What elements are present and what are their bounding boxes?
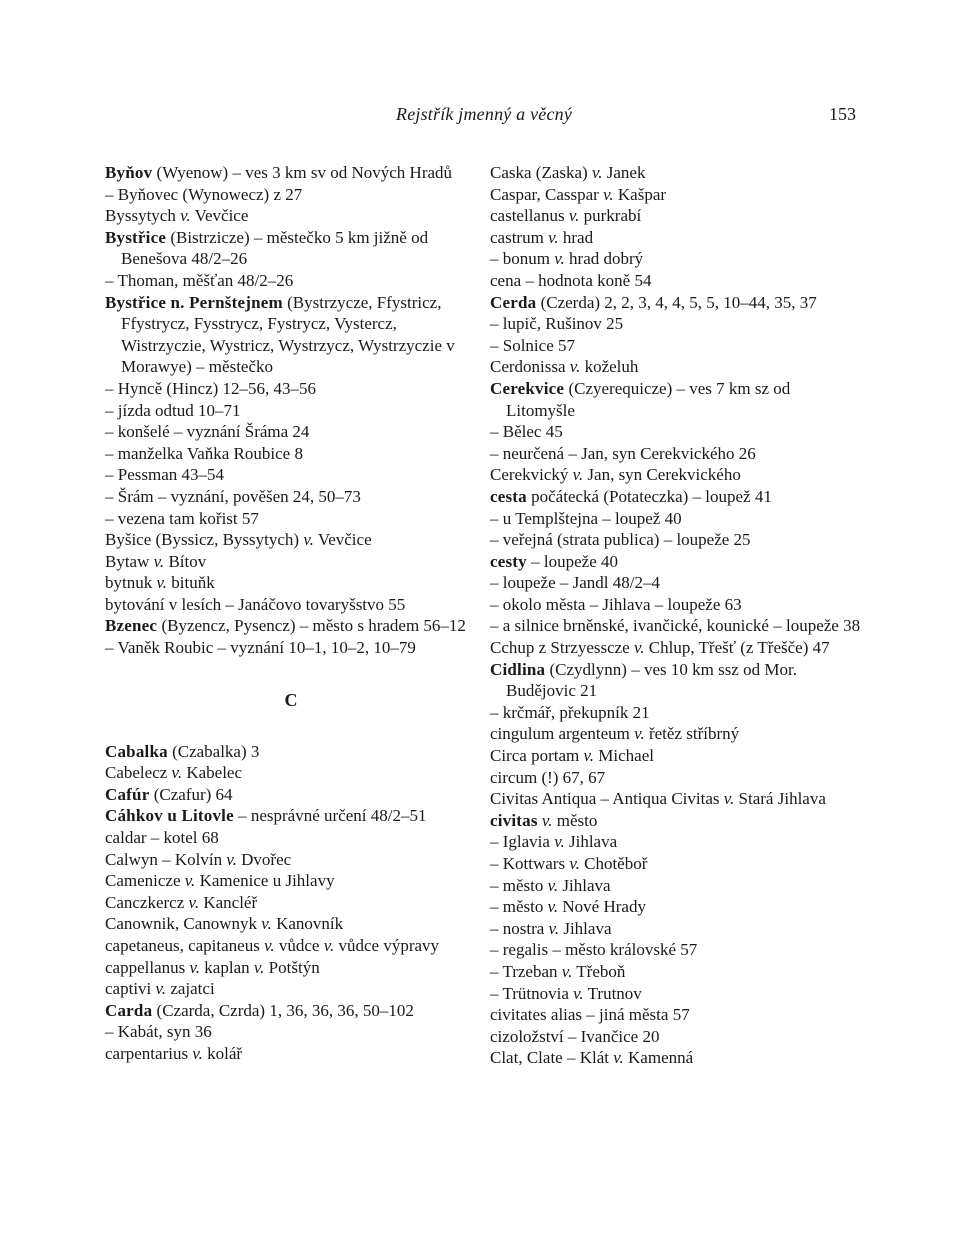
- cross-reference-marker: v.: [253, 957, 265, 977]
- index-entry-text: (Czafur) 64: [149, 784, 233, 804]
- index-entry-text: – bonum: [490, 249, 555, 269]
- index-entry-text: Michael: [594, 746, 654, 766]
- index-entry: [105, 935, 477, 957]
- index-entry-text: – a silnice brněnské, ivančické, kounické – loupeže 38: [490, 616, 861, 636]
- index-entry: [490, 551, 862, 573]
- cross-reference-marker: v.: [583, 746, 595, 766]
- index-entry-text: Kamenná: [623, 1048, 694, 1068]
- index-entry: [105, 762, 477, 784]
- cross-reference-marker: v.: [573, 983, 584, 1003]
- index-entry-text: (Czarda, Czrda) 1, 36, 36, 36, 50–102: [152, 1000, 414, 1020]
- index-entry: [490, 443, 862, 465]
- index-entry-text: Jihlava: [559, 918, 612, 938]
- index-headword: Cáhkov u Litovle: [105, 806, 234, 826]
- index-entry-text: – Trütnovia: [490, 983, 574, 1003]
- index-entry: [105, 805, 477, 827]
- index-entry: [105, 870, 477, 892]
- index-entry-text: castellanus: [490, 206, 569, 226]
- index-entry-text: cizoložství – Ivančice 20: [490, 1026, 660, 1046]
- index-entry-text: caldar – kotel 68: [105, 828, 219, 848]
- index-entries-c-continued: [490, 162, 862, 1069]
- cross-reference-marker: v.: [548, 227, 559, 247]
- index-entry-text: Byssytych: [105, 206, 181, 226]
- index-headword: civitas: [490, 810, 538, 830]
- index-headword: Cafúr: [105, 784, 150, 804]
- index-entry-text: Circa portam: [490, 746, 584, 766]
- index-entry-text: Cchup z Strzyessсze: [490, 638, 634, 658]
- index-entry: [490, 464, 862, 486]
- index-entry-text: – Solnice 57: [490, 335, 575, 355]
- index-entry: [490, 529, 862, 551]
- cross-reference-marker: v.: [723, 789, 735, 809]
- index-entry-text: – regalis – město královské 57: [490, 940, 698, 960]
- index-entry: [105, 508, 477, 530]
- cross-reference-marker: v.: [323, 936, 335, 955]
- index-entry-text: – u Templštejna – loupež 40: [490, 508, 682, 528]
- index-entry-text: Kabelec: [182, 763, 243, 783]
- index-entry: [105, 292, 477, 378]
- index-entry-text: Civitas Antiqua – Antiqua Civitas: [490, 789, 724, 809]
- index-entry-text: capetaneus, capitaneus: [105, 936, 265, 955]
- index-entry-text: zajatci: [166, 979, 215, 999]
- index-entry-text: Caspar, Casspar: [490, 184, 604, 204]
- index-entry: [105, 162, 477, 184]
- index-entry: [490, 723, 862, 745]
- index-entry-text: Kanovník: [271, 914, 344, 934]
- index-entry: [105, 1000, 477, 1022]
- index-entry-text: Bítov: [164, 551, 207, 571]
- index-headword: Bystřice n. Pernštejnem: [105, 292, 283, 312]
- index-entry: [490, 378, 862, 421]
- page-number: 153: [829, 104, 856, 124]
- index-entry-text: koželuh: [580, 357, 639, 377]
- cross-reference-marker: v.: [189, 957, 201, 977]
- index-entry: [105, 443, 477, 465]
- index-entry: [490, 313, 862, 335]
- index-entry-text: (Wyenow) – ves 3 km sv od Nových Hradů: [152, 163, 453, 182]
- index-entry: [105, 827, 477, 849]
- index-entry-text: Kamenice u Jihlavy: [195, 871, 335, 891]
- cross-reference-marker: v.: [569, 357, 581, 377]
- index-entry: [490, 831, 862, 853]
- index-entry: [490, 356, 862, 378]
- index-entry-text: Vevčice: [190, 206, 249, 226]
- index-entry-text: carpentarius: [105, 1043, 193, 1063]
- index-entry: [490, 853, 862, 875]
- index-entry-text: – nostra: [490, 918, 549, 938]
- index-entry-text: civitates alias – jiná města 57: [490, 1005, 690, 1025]
- index-entry: [490, 810, 862, 832]
- running-header: [0, 104, 960, 128]
- index-entry-text: Třeboň: [572, 961, 626, 981]
- index-entry: [490, 637, 862, 659]
- index-entry: [490, 745, 862, 767]
- cross-reference-marker: v.: [226, 849, 237, 869]
- index-entry-text: – loupeže 40: [526, 551, 618, 571]
- index-entry: [490, 939, 862, 961]
- cross-reference-marker: v.: [603, 184, 614, 204]
- index-entry-text: – jízda odtud 10–71: [105, 400, 241, 420]
- index-entry-text: – Byňovec (Wynowecz) z 27: [105, 184, 303, 204]
- index-entry-text: purkrabí: [579, 206, 642, 226]
- cross-reference-marker: v.: [184, 871, 196, 891]
- cross-reference-marker: v.: [180, 206, 191, 226]
- index-entry: [490, 1004, 862, 1026]
- index-entry-text: Nové Hrady: [558, 897, 646, 917]
- cross-reference-marker: v.: [554, 832, 565, 852]
- cross-reference-marker: v.: [188, 892, 200, 912]
- cross-reference-marker: v.: [155, 979, 167, 999]
- index-entry: [490, 615, 862, 637]
- index-headword: Byňov: [105, 163, 153, 182]
- index-entry-text: Cerdonissa: [490, 357, 570, 377]
- index-entry: [490, 896, 862, 918]
- index-entry: [105, 957, 477, 979]
- index-entry-text: – Pessman 43–54: [105, 465, 224, 485]
- index-entry-text: Jihlava: [558, 875, 611, 895]
- index-entry-text: vůdce výpravy: [334, 936, 440, 955]
- index-entry-text: – Thoman, měšťan 48/2–26: [105, 270, 294, 290]
- cross-reference-marker: v.: [547, 875, 559, 895]
- index-entry: [105, 849, 477, 871]
- index-entry-text: – Hyncě (Hincz) 12–56, 43–56: [105, 378, 317, 398]
- index-entry-text: Dvořec: [236, 849, 292, 869]
- index-entry-text: Caska (Zaska): [490, 163, 592, 182]
- index-entries-b: [105, 162, 477, 659]
- index-entry-text: – město: [490, 897, 548, 917]
- cross-reference-marker: v.: [156, 573, 168, 593]
- index-entry: [105, 1043, 477, 1065]
- index-entry: [105, 637, 477, 659]
- index-entry: [105, 400, 477, 422]
- index-entry: [105, 615, 477, 637]
- index-entry: [490, 961, 862, 983]
- index-entry-text: cingulum argenteum: [490, 724, 635, 744]
- index-entry: [105, 551, 477, 573]
- index-entry-text: město: [552, 810, 598, 830]
- cross-reference-marker: v.: [171, 763, 183, 783]
- index-entry-text: – Vaněk Roubic – vyznání 10–1, 10–2, 10–79: [105, 638, 416, 658]
- index-headword: Carda: [105, 1000, 153, 1020]
- cross-reference-marker: v.: [569, 854, 580, 873]
- index-entry-text: Byšice (Byssicz, Byssytych): [105, 530, 304, 550]
- cross-reference-marker: v.: [261, 914, 272, 934]
- index-entry-text: (Czabalka) 3: [167, 741, 260, 761]
- index-entry-text: Cabelecz: [105, 763, 172, 783]
- index-entry-text: bytování v lesích – Janáčovo tovaryšstvo 55: [105, 594, 406, 614]
- index-entry-text: kolář: [202, 1043, 243, 1063]
- index-entry-text: – Bělec 45: [490, 422, 563, 442]
- index-entry: [490, 1047, 862, 1069]
- index-entry-text: (Czerda) 2, 2, 3, 4, 4, 5, 5, 10–44, 35, 37: [536, 292, 817, 312]
- index-entry: [490, 421, 862, 443]
- cross-reference-marker: v.: [541, 810, 553, 830]
- cross-reference-marker: v.: [547, 897, 559, 917]
- index-entry: [105, 184, 477, 206]
- cross-reference-marker: v.: [548, 918, 560, 938]
- index-entry: [490, 270, 862, 292]
- index-entry: [490, 486, 862, 508]
- cross-reference-marker: v.: [633, 638, 645, 658]
- index-entry-text: – Kabát, syn 36: [105, 1022, 212, 1042]
- index-entry: [490, 205, 862, 227]
- index-entry-text: Bytaw: [105, 551, 154, 571]
- index-entry: [105, 741, 477, 763]
- index-entry: [105, 227, 477, 270]
- index-entry-text: – město: [490, 875, 548, 895]
- index-entry: [490, 1026, 862, 1048]
- index-headword: cesta: [490, 486, 527, 506]
- index-entry: [105, 270, 477, 292]
- index-entry-text: bytnuk: [105, 573, 157, 593]
- index-entry-text: Canczkercz: [105, 892, 189, 912]
- index-entry-text: – neurčená – Jan, syn Cerekvického 26: [490, 443, 756, 463]
- index-entry-text: Stará Jihlava: [734, 789, 826, 809]
- index-entry-text: cappellanus: [105, 957, 190, 977]
- index-entry-text: Kancléř: [199, 892, 258, 912]
- index-entry-text: Cerekvický: [490, 465, 573, 485]
- index-entry-text: Jihlava: [564, 832, 618, 852]
- index-entry: [490, 572, 862, 594]
- index-entry-text: hrad: [558, 227, 594, 247]
- index-entry-text: Janek: [602, 163, 646, 182]
- index-headword: Bystřice: [105, 227, 167, 247]
- index-entry-text: – manželka Vaňka Roubice 8: [105, 443, 303, 463]
- index-entry-text: castrum: [490, 227, 549, 247]
- index-headword: cesty: [490, 551, 527, 571]
- cross-reference-marker: v.: [561, 961, 573, 981]
- cross-reference-marker: v.: [303, 530, 314, 550]
- index-entry: [105, 594, 477, 616]
- index-entry: [105, 892, 477, 914]
- index-entry: [490, 918, 862, 940]
- index-entry-text: circum (!) 67, 67: [490, 767, 606, 787]
- index-entry-text: (Byzencz, Pysencz) – město s hradem 56–12: [157, 616, 466, 636]
- index-headword: Cerekvice: [490, 378, 565, 398]
- index-entry-text: – Šrám – vyznání, pověšen 24, 50–73: [105, 486, 361, 506]
- index-headword: Cidlina: [490, 659, 546, 679]
- index-entry-text: – okolo města – Jihlava – loupeže 63: [490, 594, 742, 614]
- index-headword: Cerda: [490, 292, 537, 312]
- index-entry-text: kaplan: [200, 957, 254, 977]
- index-headword: Bzenec: [105, 616, 158, 636]
- cross-reference-marker: v.: [591, 163, 603, 182]
- index-entry-text: – Iglavia: [490, 832, 555, 852]
- running-title: Rejstřík jmenný a věcný: [396, 104, 573, 124]
- index-entry: [105, 205, 477, 227]
- index-entry: [105, 529, 477, 551]
- index-entry: [490, 702, 862, 724]
- index-entry-text: (Bystrzycze, Ffystricz, Ffystrycz, Fysstrycz, Fystrycz, Vystercz, Wistrzyczie, Wystricz, Wystrzycz, Wystrzyczie v Morawye) – městečko: [121, 292, 455, 377]
- index-entry: [105, 378, 477, 400]
- index-entry: [490, 292, 862, 314]
- index-entry: [105, 572, 477, 594]
- index-entry-text: (Czyerequicze) – ves 7 km sz od Litomyšle: [506, 378, 791, 420]
- index-entry-text: – Kottwars: [490, 854, 570, 873]
- index-entry-text: – krčmář, překupník 21: [490, 702, 650, 722]
- index-entry: [105, 1021, 477, 1043]
- cross-reference-marker: v.: [634, 724, 645, 744]
- index-entry: [105, 913, 477, 935]
- index-entry-text: Kašpar: [613, 184, 667, 204]
- index-entry: [490, 508, 862, 530]
- index-entry: [490, 162, 862, 184]
- cross-reference-marker: v.: [613, 1048, 624, 1068]
- index-column-right: [490, 162, 862, 1069]
- index-entry: [490, 983, 862, 1005]
- index-entry-text: cena – hodnota koně 54: [490, 270, 652, 290]
- index-entry-text: – veřejná (strata publica) – loupeže 25: [490, 530, 751, 550]
- index-entry-text: – konšelé – vyznání Šráma 24: [105, 422, 310, 442]
- index-entry-text: – loupeže – Jandl 48/2–4: [490, 573, 660, 593]
- index-entry-text: – nesprávné určení 48/2–51: [233, 806, 427, 826]
- index-entry-text: hrad dobrý: [564, 249, 644, 269]
- index-entry: [105, 978, 477, 1000]
- index-entry: [490, 248, 862, 270]
- index-headword: Cabalka: [105, 741, 168, 761]
- index-entry-text: vůdce: [274, 936, 324, 955]
- index-entry-text: Chlup, Třešť (z Třešče) 47: [644, 638, 830, 658]
- index-entry: [490, 788, 862, 810]
- index-entry-text: Jan, syn Cerekvického: [583, 465, 741, 485]
- index-entry: [105, 784, 477, 806]
- cross-reference-marker: v.: [554, 249, 565, 269]
- index-entry-text: Canownik, Canownyk: [105, 914, 262, 934]
- index-entry-text: Potštýn: [264, 957, 320, 977]
- index-entry: [490, 227, 862, 249]
- index-column-left: [105, 162, 477, 1065]
- index-entry-text: (Bistrzicze) – městečko 5 km jižně od Benešova 48/2–26: [121, 227, 429, 269]
- index-entry: [490, 659, 862, 702]
- cross-reference-marker: v.: [192, 1043, 203, 1063]
- index-entry-text: bituňk: [167, 573, 215, 593]
- index-entry-text: Clat, Clate – Klát: [490, 1048, 614, 1068]
- index-entries-c: [105, 741, 477, 1065]
- index-entry: [490, 335, 862, 357]
- index-entry: [490, 184, 862, 206]
- index-entry: [105, 486, 477, 508]
- index-entry-text: Calwyn – Kolvín: [105, 849, 227, 869]
- cross-reference-marker: v.: [568, 206, 580, 226]
- index-entry-text: počátecká (Potateczka) – loupež 41: [526, 486, 772, 506]
- index-entry-text: Camenicze: [105, 871, 185, 891]
- index-entry-text: – lupič, Rušinov 25: [490, 314, 624, 334]
- index-entry-text: Trutnov: [583, 983, 642, 1003]
- index-entry-text: řetěz stříbrný: [644, 724, 740, 744]
- index-entry: [105, 421, 477, 443]
- index-entry-text: captivi: [105, 979, 156, 999]
- cross-reference-marker: v.: [572, 465, 584, 485]
- index-entry: [490, 594, 862, 616]
- index-entry-text: – Trzeban: [490, 961, 562, 981]
- section-letter-heading: C: [284, 689, 298, 710]
- index-entry-text: Vevčice: [313, 530, 372, 550]
- index-entry: [105, 464, 477, 486]
- index-entry: [490, 875, 862, 897]
- index-entry-text: Chotěboř: [579, 854, 648, 873]
- cross-reference-marker: v.: [153, 551, 165, 571]
- cross-reference-marker: v.: [264, 936, 275, 955]
- index-entry: [490, 767, 862, 789]
- index-entry-text: – vezena tam kořist 57: [105, 508, 259, 528]
- index-entry-text: (Czydlynn) – ves 10 km ssz od Mor. Budějovic 21: [506, 659, 797, 701]
